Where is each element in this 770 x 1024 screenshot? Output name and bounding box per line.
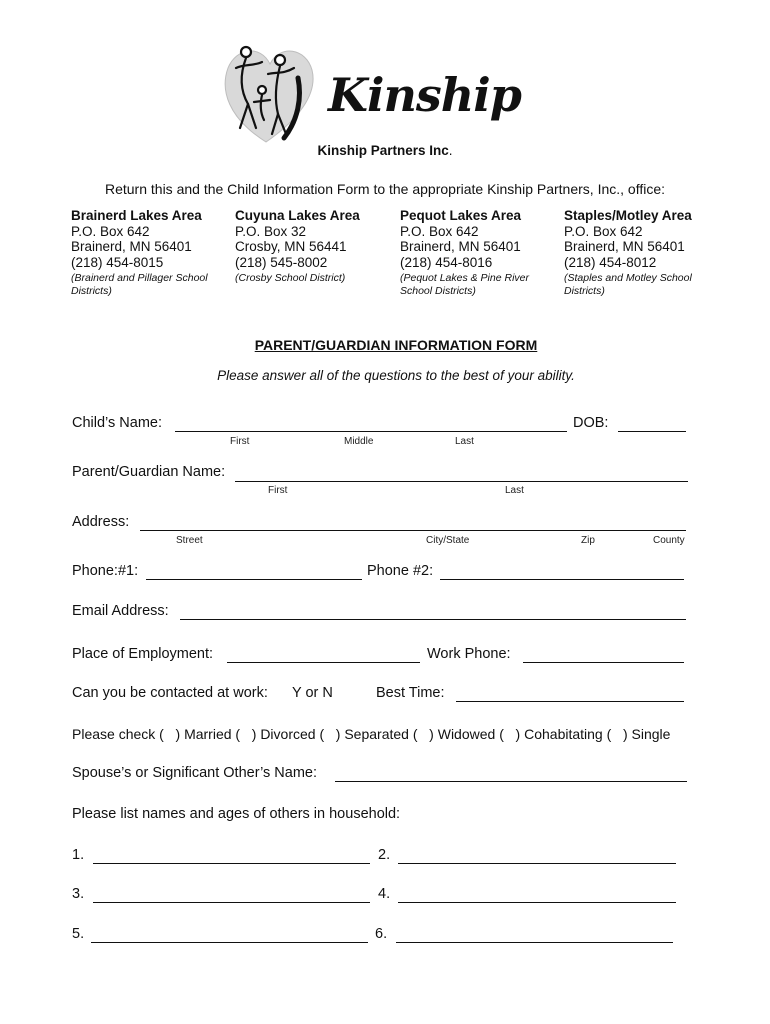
marital-option-separated: Separated xyxy=(344,726,409,742)
household-field-1[interactable] xyxy=(93,863,370,864)
marital-option-married: Married xyxy=(184,726,232,742)
address-label: Address: xyxy=(72,514,130,530)
employment-label: Place of Employment: xyxy=(72,646,214,662)
phone2-label: Phone #2: xyxy=(367,563,434,579)
phone1-label: Phone:#1: xyxy=(72,563,139,579)
address-city-sublabel: City/State xyxy=(426,535,470,546)
household-field-2[interactable] xyxy=(398,863,676,864)
household-field-6[interactable] xyxy=(396,942,673,943)
parent-last-sublabel: Last xyxy=(505,485,524,496)
spouse-label: Spouse’s or Significant Other’s Name: xyxy=(72,765,318,781)
parent-name-field[interactable] xyxy=(235,481,688,482)
household-number-6: 6. xyxy=(375,926,388,942)
marital-option-cohabitating: Cohabitating xyxy=(524,726,603,742)
marital-prefix: Please check xyxy=(72,726,156,742)
company-name: Kinship Partners Inc. xyxy=(317,143,453,158)
checkbox-married[interactable]: ( ) xyxy=(159,726,181,742)
address-field[interactable] xyxy=(140,530,686,531)
kinship-logo xyxy=(218,38,521,146)
checkbox-divorced[interactable]: ( ) xyxy=(235,726,257,742)
work-phone-label: Work Phone: xyxy=(427,646,511,662)
checkbox-cohabitating[interactable]: ( ) xyxy=(499,726,521,742)
parent-name-label: Parent/Guardian Name: xyxy=(72,464,226,480)
employment-field[interactable] xyxy=(227,662,420,663)
household-number-2: 2. xyxy=(378,847,391,863)
email-field[interactable] xyxy=(180,619,686,620)
household-number-4: 4. xyxy=(378,886,391,902)
household-field-4[interactable] xyxy=(398,902,676,903)
marital-status-row xyxy=(72,726,670,742)
child-name-field[interactable] xyxy=(175,431,567,432)
phone1-field[interactable] xyxy=(146,579,362,580)
best-time-label: Best Time: xyxy=(376,685,445,701)
household-number-3: 3. xyxy=(72,886,85,902)
marital-option-widowed: Widowed xyxy=(437,726,496,742)
marital-option-divorced: Divorced xyxy=(260,726,316,742)
child-name-label: Child’s Name: xyxy=(72,415,162,431)
office-cuyuna: Cuyuna Lakes Area P.O. Box 32 Crosby, MN 56441 (218) 545-8002 (Crosby School District) xyxy=(235,208,360,284)
phone2-field[interactable] xyxy=(440,579,684,580)
child-last-sublabel: Last xyxy=(455,436,474,447)
address-street-sublabel: Street xyxy=(176,535,203,546)
email-label: Email Address: xyxy=(72,603,169,619)
household-number-5: 5. xyxy=(72,926,85,942)
household-field-3[interactable] xyxy=(93,902,370,903)
child-first-sublabel: First xyxy=(230,436,250,447)
checkbox-separated[interactable]: ( ) xyxy=(319,726,341,742)
contact-work-options[interactable]: Y or N xyxy=(292,685,333,701)
checkbox-single[interactable]: ( ) xyxy=(606,726,628,742)
spouse-field[interactable] xyxy=(335,781,687,782)
address-zip-sublabel: Zip xyxy=(581,535,595,546)
best-time-field[interactable] xyxy=(456,701,684,702)
address-county-sublabel: County xyxy=(653,535,685,546)
form-instructions: Please answer all of the questions to the best of your ability. xyxy=(217,368,575,383)
logo-wordmark: Kinship xyxy=(328,68,521,122)
household-label: Please list names and ages of others in household: xyxy=(72,806,401,822)
dob-label: DOB: xyxy=(573,415,609,431)
dob-field[interactable] xyxy=(618,431,686,432)
form-title: PARENT/GUARDIAN INFORMATION FORM xyxy=(254,337,538,353)
household-number-1: 1. xyxy=(72,847,85,863)
contact-work-label: Can you be contacted at work: xyxy=(72,685,268,701)
office-staples: Staples/Motley Area P.O. Box 642 Brainerd, MN 56401 (218) 454-8012 (Staples and Motley School Districts) xyxy=(564,208,692,297)
office-brainerd: Brainerd Lakes Area P.O. Box 642 Brainerd, MN 56401 (218) 454-8015 (Brainerd and Pillager School Districts) xyxy=(71,208,208,297)
marital-option-single: Single xyxy=(631,726,671,742)
parent-first-sublabel: First xyxy=(268,485,288,496)
child-middle-sublabel: Middle xyxy=(344,436,374,447)
work-phone-field[interactable] xyxy=(523,662,684,663)
intro-text: Return this and the Child Information Form to the appropriate Kinship Partners, Inc., office: xyxy=(104,181,666,197)
household-field-5[interactable] xyxy=(91,942,368,943)
checkbox-widowed[interactable]: ( ) xyxy=(412,726,434,742)
office-pequot: Pequot Lakes Area P.O. Box 642 Brainerd, MN 56401 (218) 454-8016 (Pequot Lakes & Pine River School Districts) xyxy=(400,208,529,297)
